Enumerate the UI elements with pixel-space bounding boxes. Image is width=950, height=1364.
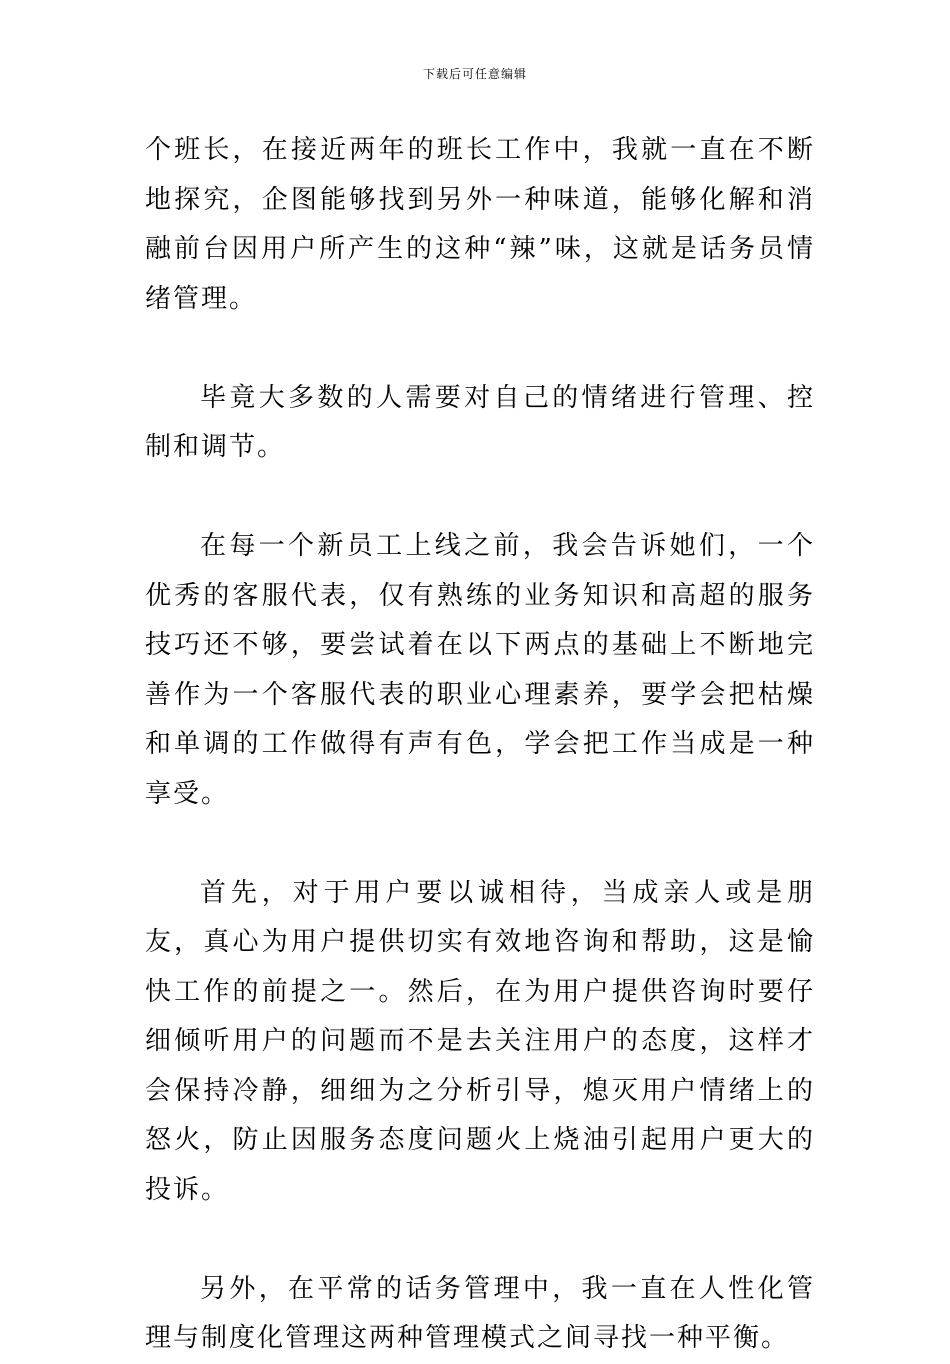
paragraph-1: 个班长，在接近两年的班长工作中，我就一直在不断地探究，企图能够找到另外一种味道，能够化解和消融前台因用户所产生的这种“辣”味，这就是话务员情绪管理。 <box>145 135 815 314</box>
document-body <box>145 126 815 1364</box>
page-header: 下载后可任意编辑 <box>422 67 527 81</box>
paragraph-5: 另外，在平常的话务管理中，我一直在人性化管理与制度化管理这两种管理模式之间寻找一种平衡。 <box>145 1273 815 1353</box>
paragraph-4: 首先，对于用户要以诚相待，当成亲人或是朋友，真心为用户提供切实有效地咨询和帮助，这是愉快工作的前提之一。然后，在为用户提供咨询时要仔细倾听用户的问题而不是去关注用户的态度，这样才会保持冷静，细细为之分析引导，熄灭用户情绪上的怒火，防止因服务态度问题火上烧油引起用户更大的投诉。 <box>145 877 815 1205</box>
paragraph-3: 在每一个新员工上线之前，我会告诉她们，一个优秀的客服代表，仅有熟练的业务知识和高超的服务技巧还不够，要尝试着在以下两点的基础上不断地完善作为一个客服代表的职业心理素养，要学会把枯燥和单调的工作做得有声有色，学会把工作当成是一种享受。 <box>145 531 815 809</box>
paragraph-2: 毕竟大多数的人需要对自己的情绪进行管理、控制和调节。 <box>145 382 815 462</box>
